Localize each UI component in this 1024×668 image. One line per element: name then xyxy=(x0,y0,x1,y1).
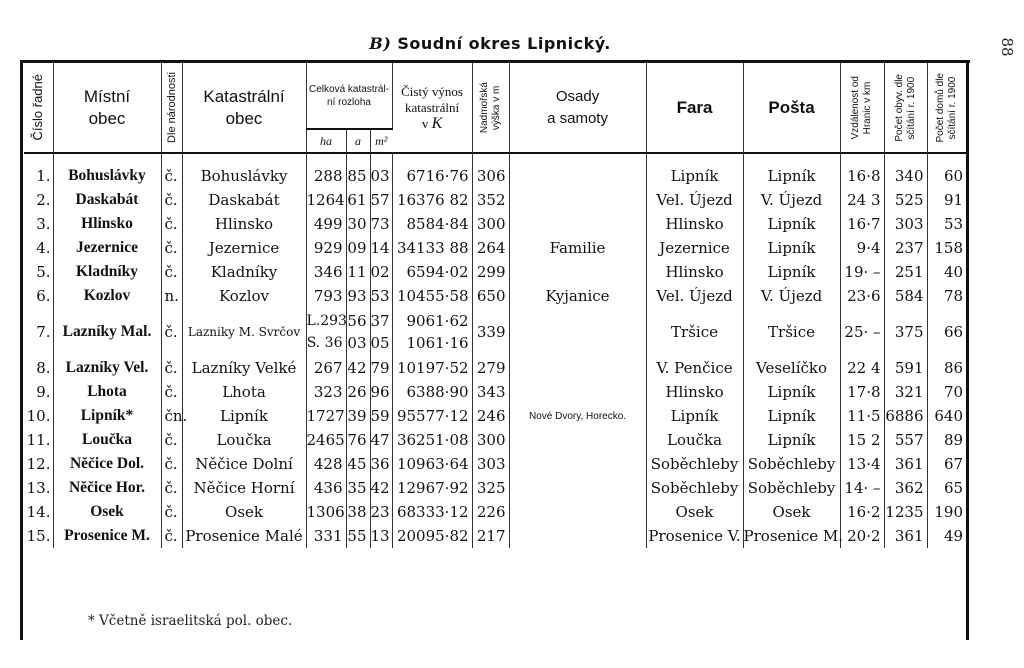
cell-vyska: 246 xyxy=(472,404,509,428)
cell-nar: č. xyxy=(161,452,182,476)
cell-fara: Hlinsko xyxy=(646,260,743,284)
section-title xyxy=(280,34,700,53)
table-row xyxy=(24,188,966,212)
cell-kat: Lazníky Velké xyxy=(182,356,306,380)
cell-kat: Jezernice xyxy=(182,236,306,260)
table-row xyxy=(24,476,966,500)
table-row xyxy=(24,308,966,356)
cell-m2: 47 xyxy=(370,428,392,452)
cell-ha xyxy=(306,308,346,356)
cell-obec: Něčice Hor. xyxy=(53,476,161,500)
cell-vzd: 22 4 xyxy=(840,356,884,380)
cell-m2: 03 xyxy=(370,153,392,188)
cell-osady xyxy=(509,476,646,500)
cell-a: 30 xyxy=(346,212,370,236)
cell-nar: č. xyxy=(161,188,182,212)
cell-m2: 79 xyxy=(370,356,392,380)
cell-obec: Jezernice xyxy=(53,236,161,260)
cell-obyv: 1235 xyxy=(884,500,927,524)
table-left-rule xyxy=(20,60,23,640)
cell-obec: Osek xyxy=(53,500,161,524)
header-vzdalenost: Vzdálenost od Hranic v km xyxy=(840,63,884,153)
cell-fara: Loučka xyxy=(646,428,743,452)
statistics-table xyxy=(24,63,966,548)
cell-vzd: 16·2 xyxy=(840,500,884,524)
cell-ha: 288 xyxy=(306,153,346,188)
cell-m2: 57 xyxy=(370,188,392,212)
cell-kat: Prosenice Malé xyxy=(182,524,306,548)
cell-posta: Lipník xyxy=(743,260,840,284)
cell-kat: Hlinsko xyxy=(182,212,306,236)
cell-m2: 36 xyxy=(370,452,392,476)
cell-vynos: 10455·58 xyxy=(392,284,472,308)
cell-nar: č. xyxy=(161,236,182,260)
footnote: * Včetně israelitská pol. obec. xyxy=(88,613,293,629)
cell-vynos: 68333·12 xyxy=(392,500,472,524)
cell-nar: č. xyxy=(161,153,182,188)
table-row xyxy=(24,428,966,452)
cell-kat: Lhota xyxy=(182,380,306,404)
cell-vyska: 264 xyxy=(472,236,509,260)
cell-vynos-line1: 9061·62 xyxy=(406,312,469,330)
cell-obec: Něčice Dol. xyxy=(53,452,161,476)
cell-no: 10. xyxy=(24,404,53,428)
cell-kat: Něčice Horní xyxy=(182,476,306,500)
cell-a: 85 xyxy=(346,153,370,188)
cell-fara: Tršice xyxy=(646,308,743,356)
table-row xyxy=(24,153,966,188)
cell-no: 1. xyxy=(24,153,53,188)
cell-nar: č. xyxy=(161,308,182,356)
header-domu: Počet domů dle sčítání r. 1900 xyxy=(927,63,966,153)
cell-kat: Lazniky M. Svrčov xyxy=(182,308,306,356)
table-row xyxy=(24,260,966,284)
header-fara: Fara xyxy=(646,63,743,153)
cell-obec: Lhota xyxy=(53,380,161,404)
cell-domu: 60 xyxy=(943,167,964,185)
cell-vzd: 17·8 xyxy=(840,380,884,404)
cell-ha: 428 xyxy=(306,452,346,476)
cell-no: 6. xyxy=(24,284,53,308)
table-body xyxy=(24,153,966,548)
header-obyv: Počet obyv. dle sčítání r. 1900 xyxy=(884,63,927,153)
cell-domu: 640 xyxy=(934,407,964,425)
cell-osady xyxy=(509,356,646,380)
cell-posta: Soběchleby xyxy=(743,476,840,500)
cell-domu: 91 xyxy=(943,191,964,209)
header-unit-a: a xyxy=(346,129,370,153)
cell-ha-line1: L.293 xyxy=(306,313,347,329)
cell-kat: Lipník xyxy=(182,404,306,428)
cell-vzd: 11·5 xyxy=(840,404,884,428)
cell-domu: 86 xyxy=(943,359,964,377)
page-number: 88 xyxy=(998,37,1016,57)
cell-vyska: 352 xyxy=(472,188,509,212)
cell-kat: Kozlov xyxy=(182,284,306,308)
cell-kat: Osek xyxy=(182,500,306,524)
cell-osady xyxy=(509,452,646,476)
cell-m2: 14 xyxy=(370,236,392,260)
cell-obyv: 591 xyxy=(884,356,927,380)
cell-obyv: 375 xyxy=(884,308,927,356)
cell-no: 15. xyxy=(24,524,53,548)
header-cislo: Číslo řadné xyxy=(24,63,53,153)
cell-ha: 1264 xyxy=(306,188,346,212)
cell-obyv: 6886 xyxy=(884,404,927,428)
cell-a xyxy=(346,308,370,356)
cell-osady xyxy=(509,380,646,404)
cell-obyv: 340 xyxy=(884,153,927,188)
cell-obec: Kozlov xyxy=(53,284,161,308)
header-vyska: Nadmořská výška v m xyxy=(472,63,509,153)
cell-no: 3. xyxy=(24,212,53,236)
header-katastralni-obec: Katastrální obec xyxy=(182,63,306,153)
cell-posta: Lipník xyxy=(743,153,840,188)
cell-obyv: 251 xyxy=(884,260,927,284)
cell-no: 13. xyxy=(24,476,53,500)
cell-posta: Tršice xyxy=(743,308,840,356)
cell-domu: 66 xyxy=(943,323,964,341)
cell-vzd: 19· – xyxy=(840,260,884,284)
cell-vzd: 14· – xyxy=(840,476,884,500)
cell-nar: č. xyxy=(161,212,182,236)
header-posta: Pošta xyxy=(743,63,840,153)
cell-vynos xyxy=(392,308,472,356)
cell-vynos: 16376 82 xyxy=(392,188,472,212)
cell-obyv: 362 xyxy=(884,476,927,500)
cell-kat: Něčice Dolní xyxy=(182,452,306,476)
cell-nar: č. xyxy=(161,380,182,404)
cell-posta: Lipník xyxy=(743,380,840,404)
cell-fara: Hlinsko xyxy=(646,212,743,236)
cell-domu: 89 xyxy=(943,431,964,449)
cell-posta: V. Újezd xyxy=(743,188,840,212)
cell-osady xyxy=(509,428,646,452)
cell-posta: Lipník xyxy=(743,236,840,260)
cell-vynos: 20095·82 xyxy=(392,524,472,548)
cell-a: 26 xyxy=(346,380,370,404)
cell-osady xyxy=(509,500,646,524)
cell-m2: 13 xyxy=(370,524,392,548)
cell-nar: n. xyxy=(161,284,182,308)
cell-nar: č. xyxy=(161,260,182,284)
cell-vynos: 6594·02 xyxy=(392,260,472,284)
cell-ha: 331 xyxy=(306,524,346,548)
header-mistni-obec: Místní obec xyxy=(53,63,161,153)
cell-m2: 53 xyxy=(370,284,392,308)
cell-vynos: 6388·90 xyxy=(392,380,472,404)
cell-vzd: 24 3 xyxy=(840,188,884,212)
cell-m2: 42 xyxy=(370,476,392,500)
header-osady: Osady a samoty xyxy=(509,63,646,153)
cell-posta: Lipník xyxy=(743,428,840,452)
cell-nar: č. xyxy=(161,428,182,452)
cell-vzd: 13·4 xyxy=(840,452,884,476)
cell-a: 09 xyxy=(346,236,370,260)
cell-ha: 929 xyxy=(306,236,346,260)
header-unit-ha: ha xyxy=(306,129,346,153)
cell-osady xyxy=(509,260,646,284)
cell-vyska: 217 xyxy=(472,524,509,548)
cell-kat: Kladníky xyxy=(182,260,306,284)
cell-vzd: 20·2 xyxy=(840,524,884,548)
cell-posta: V. Újezd xyxy=(743,284,840,308)
table-row xyxy=(24,356,966,380)
cell-vynos: 12967·92 xyxy=(392,476,472,500)
cell-no: 12. xyxy=(24,452,53,476)
cell-vyska: 299 xyxy=(472,260,509,284)
cell-domu: 67 xyxy=(943,455,964,473)
cell-vynos-line2: 1061·16 xyxy=(406,334,469,352)
cell-m2-line2: 05 xyxy=(370,334,390,352)
cell-osady: Nové Dvory, Horecko. xyxy=(509,404,646,428)
cell-vynos: 6716·76 xyxy=(392,153,472,188)
cell-ha: 1306 xyxy=(306,500,346,524)
cell-fara: Hlinsko xyxy=(646,380,743,404)
cell-kat: Loučka xyxy=(182,428,306,452)
cell-a-line1: 56 xyxy=(347,312,367,330)
cell-m2: 73 xyxy=(370,212,392,236)
cell-no: 11. xyxy=(24,428,53,452)
cell-fara: Prosenice V. xyxy=(646,524,743,548)
cell-nar: č. xyxy=(161,524,182,548)
cell-ha: 793 xyxy=(306,284,346,308)
header-unit-m2: m² xyxy=(370,129,392,153)
cell-obec: Hlinsko xyxy=(53,212,161,236)
cell-a: 11 xyxy=(346,260,370,284)
cell-osady xyxy=(509,524,646,548)
cell-vyska: 303 xyxy=(472,452,509,476)
cell-ha: 1727 xyxy=(306,404,346,428)
cell-obec: Lazníky Vel. xyxy=(53,356,161,380)
cell-a: 45 xyxy=(346,452,370,476)
cell-obec: Daskabát xyxy=(53,188,161,212)
cell-ha: 436 xyxy=(306,476,346,500)
cell-vyska: 306 xyxy=(472,153,509,188)
cell-obyv: 237 xyxy=(884,236,927,260)
cell-vyska: 300 xyxy=(472,212,509,236)
cell-posta: Lipník xyxy=(743,212,840,236)
cell-a: 42 xyxy=(346,356,370,380)
cell-vzd: 25· – xyxy=(840,308,884,356)
header-rozloha: Celková katastrál- ní rozloha xyxy=(306,63,392,129)
cell-domu: 158 xyxy=(934,239,964,257)
table-row xyxy=(24,452,966,476)
cell-osady: Familie xyxy=(509,236,646,260)
cell-posta: Soběchleby xyxy=(743,452,840,476)
cell-fara: Osek xyxy=(646,500,743,524)
cell-obyv: 321 xyxy=(884,380,927,404)
header-vynos: Čistý výnos katastrální v K xyxy=(392,63,472,153)
cell-m2: 96 xyxy=(370,380,392,404)
cell-vynos: 10197·52 xyxy=(392,356,472,380)
cell-obyv: 584 xyxy=(884,284,927,308)
cell-fara: Lipník xyxy=(646,153,743,188)
table-row xyxy=(24,524,966,548)
cell-kat: Bohuslávky xyxy=(182,153,306,188)
cell-ha: 267 xyxy=(306,356,346,380)
table-right-rule xyxy=(966,60,969,640)
cell-a: 93 xyxy=(346,284,370,308)
cell-a: 39 xyxy=(346,404,370,428)
cell-fara: Soběchleby xyxy=(646,476,743,500)
cell-no: 9. xyxy=(24,380,53,404)
cell-m2: 59 xyxy=(370,404,392,428)
table-row xyxy=(24,500,966,524)
cell-posta: Veselíčko xyxy=(743,356,840,380)
cell-a-line2: 03 xyxy=(347,334,367,352)
cell-obec: Lipník* xyxy=(53,404,161,428)
cell-no: 7. xyxy=(24,308,53,356)
cell-no: 4. xyxy=(24,236,53,260)
cell-posta: Lipník xyxy=(743,404,840,428)
cell-no: 14. xyxy=(24,500,53,524)
table-row xyxy=(24,380,966,404)
cell-ha: 323 xyxy=(306,380,346,404)
cell-obyv: 525 xyxy=(884,188,927,212)
table-row xyxy=(24,284,966,308)
cell-vyska: 325 xyxy=(472,476,509,500)
cell-domu: 190 xyxy=(934,503,964,521)
cell-nar: čn. xyxy=(161,404,182,428)
cell-vzd: 15 2 xyxy=(840,428,884,452)
cell-no: 8. xyxy=(24,356,53,380)
cell-vyska: 650 xyxy=(472,284,509,308)
cell-ha: 499 xyxy=(306,212,346,236)
cell-a: 55 xyxy=(346,524,370,548)
cell-vzd: 23·6 xyxy=(840,284,884,308)
section-title-prefix: B) xyxy=(369,34,392,53)
cell-obec: Lazníky Mal. xyxy=(53,308,161,356)
header-narodnost: Dle národnosti xyxy=(161,63,182,153)
cell-vzd: 16·8 xyxy=(840,153,884,188)
cell-osady xyxy=(509,153,646,188)
table-row xyxy=(24,404,966,428)
cell-domu: 49 xyxy=(943,527,964,545)
cell-a: 35 xyxy=(346,476,370,500)
cell-osady xyxy=(509,308,646,356)
cell-fara: Soběchleby xyxy=(646,452,743,476)
cell-vzd: 16·7 xyxy=(840,212,884,236)
cell-fara: Jezernice xyxy=(646,236,743,260)
cell-vyska: 339 xyxy=(472,308,509,356)
cell-osady: Kyjanice xyxy=(509,284,646,308)
cell-m2-line1: 37 xyxy=(370,312,390,330)
cell-vynos: 34133 88 xyxy=(392,236,472,260)
cell-vyska: 279 xyxy=(472,356,509,380)
cell-domu: 53 xyxy=(943,215,964,233)
cell-vyska: 343 xyxy=(472,380,509,404)
cell-no: 2. xyxy=(24,188,53,212)
cell-kat: Daskabát xyxy=(182,188,306,212)
cell-domu: 40 xyxy=(943,263,964,281)
cell-obyv: 361 xyxy=(884,452,927,476)
cell-no: 5. xyxy=(24,260,53,284)
cell-a: 76 xyxy=(346,428,370,452)
cell-m2 xyxy=(370,308,392,356)
cell-posta: Osek xyxy=(743,500,840,524)
cell-ha: 2465 xyxy=(306,428,346,452)
cell-vynos: 36251·08 xyxy=(392,428,472,452)
cell-osady xyxy=(509,188,646,212)
cell-m2: 02 xyxy=(370,260,392,284)
cell-nar: č. xyxy=(161,476,182,500)
table-row xyxy=(24,236,966,260)
cell-domu: 70 xyxy=(943,383,964,401)
cell-obyv: 557 xyxy=(884,428,927,452)
cell-a: 38 xyxy=(346,500,370,524)
cell-vynos: 10963·64 xyxy=(392,452,472,476)
cell-vzd: 9·4 xyxy=(840,236,884,260)
cell-fara: V. Penčice xyxy=(646,356,743,380)
cell-vyska: 300 xyxy=(472,428,509,452)
cell-ha-line2: S. 36 xyxy=(306,335,343,351)
cell-obec: Kladníky xyxy=(53,260,161,284)
cell-vynos: 8584·84 xyxy=(392,212,472,236)
cell-obec: Loučka xyxy=(53,428,161,452)
cell-obyv: 303 xyxy=(884,212,927,236)
cell-a: 61 xyxy=(346,188,370,212)
cell-fara: Vel. Újezd xyxy=(646,188,743,212)
cell-m2: 23 xyxy=(370,500,392,524)
cell-obec: Bohuslávky xyxy=(53,153,161,188)
cell-domu: 65 xyxy=(943,479,964,497)
cell-posta: Prosenice M. xyxy=(743,524,840,548)
cell-domu: 78 xyxy=(943,287,964,305)
cell-osady xyxy=(509,212,646,236)
cell-nar: č. xyxy=(161,500,182,524)
table-row xyxy=(24,212,966,236)
cell-vynos: 95577·12 xyxy=(392,404,472,428)
cell-obec: Prosenice M. xyxy=(53,524,161,548)
cell-ha: 346 xyxy=(306,260,346,284)
cell-fara: Lipník xyxy=(646,404,743,428)
cell-obyv: 361 xyxy=(884,524,927,548)
cell-fara: Vel. Újezd xyxy=(646,284,743,308)
cell-nar: č. xyxy=(161,356,182,380)
section-title-text: Soudní okres Lipnický. xyxy=(397,34,611,53)
cell-vyska: 226 xyxy=(472,500,509,524)
